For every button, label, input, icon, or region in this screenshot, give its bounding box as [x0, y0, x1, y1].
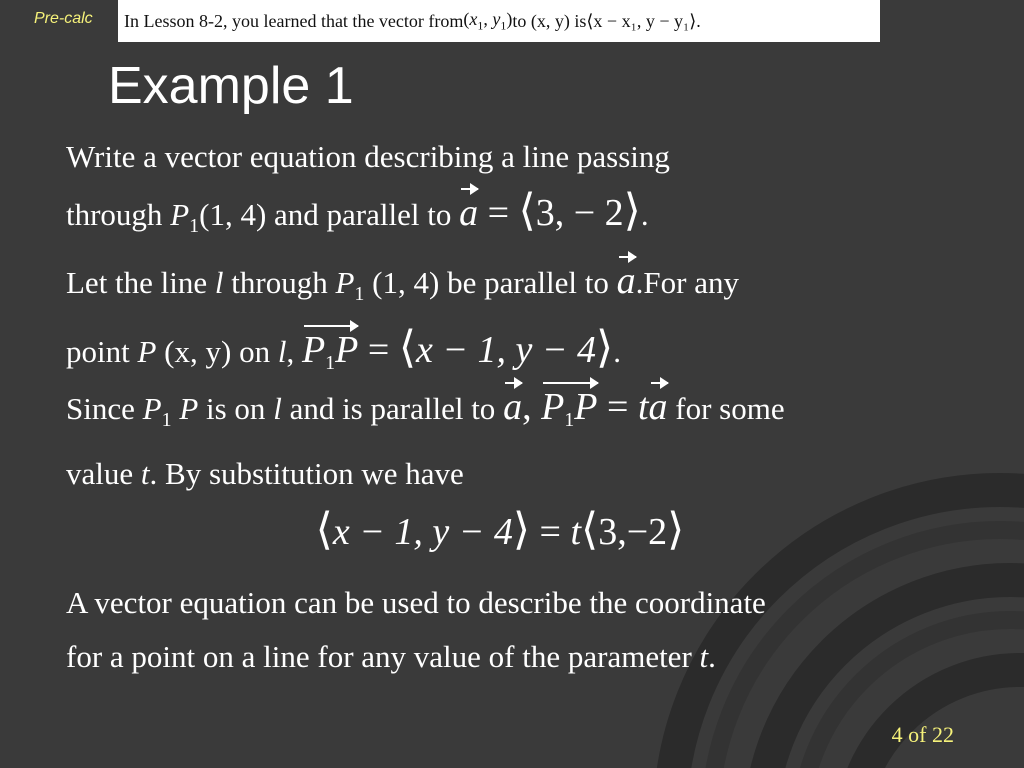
slide-number: 4 of 22 [891, 722, 954, 747]
paragraph-2 [66, 254, 739, 390]
paragraph-3-line-1: Since $P_1$ P is on l and is parallel to a, $P_1P$ = ta for some [66, 380, 785, 447]
note-vector: ⟨x − x₁, y − y₁⟩. [586, 10, 701, 31]
paragraph-3 [66, 380, 785, 501]
course-label: Pre-calc [34, 10, 93, 27]
vector-p1p: $P_1P$ [302, 323, 358, 390]
vector-a: a [459, 186, 478, 240]
vector-equation: ⟨x − 1, y − 4⟩ = t⟨3,−2⟩ [315, 504, 685, 555]
lesson-note [118, 0, 880, 42]
paragraph-2-line-1: Let the line l through $P_1$ (1, 4) be parallel to a.For any [66, 254, 739, 321]
paragraph-2-line-2: point P (x, y) on l, $P_1P$ = ⟨x − 1, y − 4⟩. [66, 321, 739, 390]
paragraph-1-line-1: Write a vector equation describing a line passing [66, 139, 670, 174]
note-from-point: ($x_1$, $y_1$) [463, 8, 513, 33]
paragraph-4-line-2: for a point on a line for any value of the parameter t. [66, 639, 716, 674]
paragraph-3-line-2: value t. By substitution we have [66, 456, 464, 492]
slide-title: Example 1 [108, 57, 354, 115]
paragraph-1-line-2: through $P_1(1$, 4) and parallel to a = ⟨3, − 2⟩. [66, 184, 670, 253]
paragraph-4 [66, 576, 766, 684]
note-mid: to (x, y) is [512, 10, 587, 31]
vector-a-value: 3, − 2 [535, 192, 624, 234]
paragraph-1 [66, 130, 670, 253]
vector-p1p: $P_1P$ [541, 380, 597, 447]
note-prefix: In Lesson 8-2, you learned that the vector from [124, 10, 464, 31]
paragraph-4-line-1: A vector equation can be used to describe the coordinate [66, 585, 766, 620]
vector-p1p-value: x − 1, y − 4 [416, 329, 597, 372]
vector-a: a [617, 254, 636, 308]
